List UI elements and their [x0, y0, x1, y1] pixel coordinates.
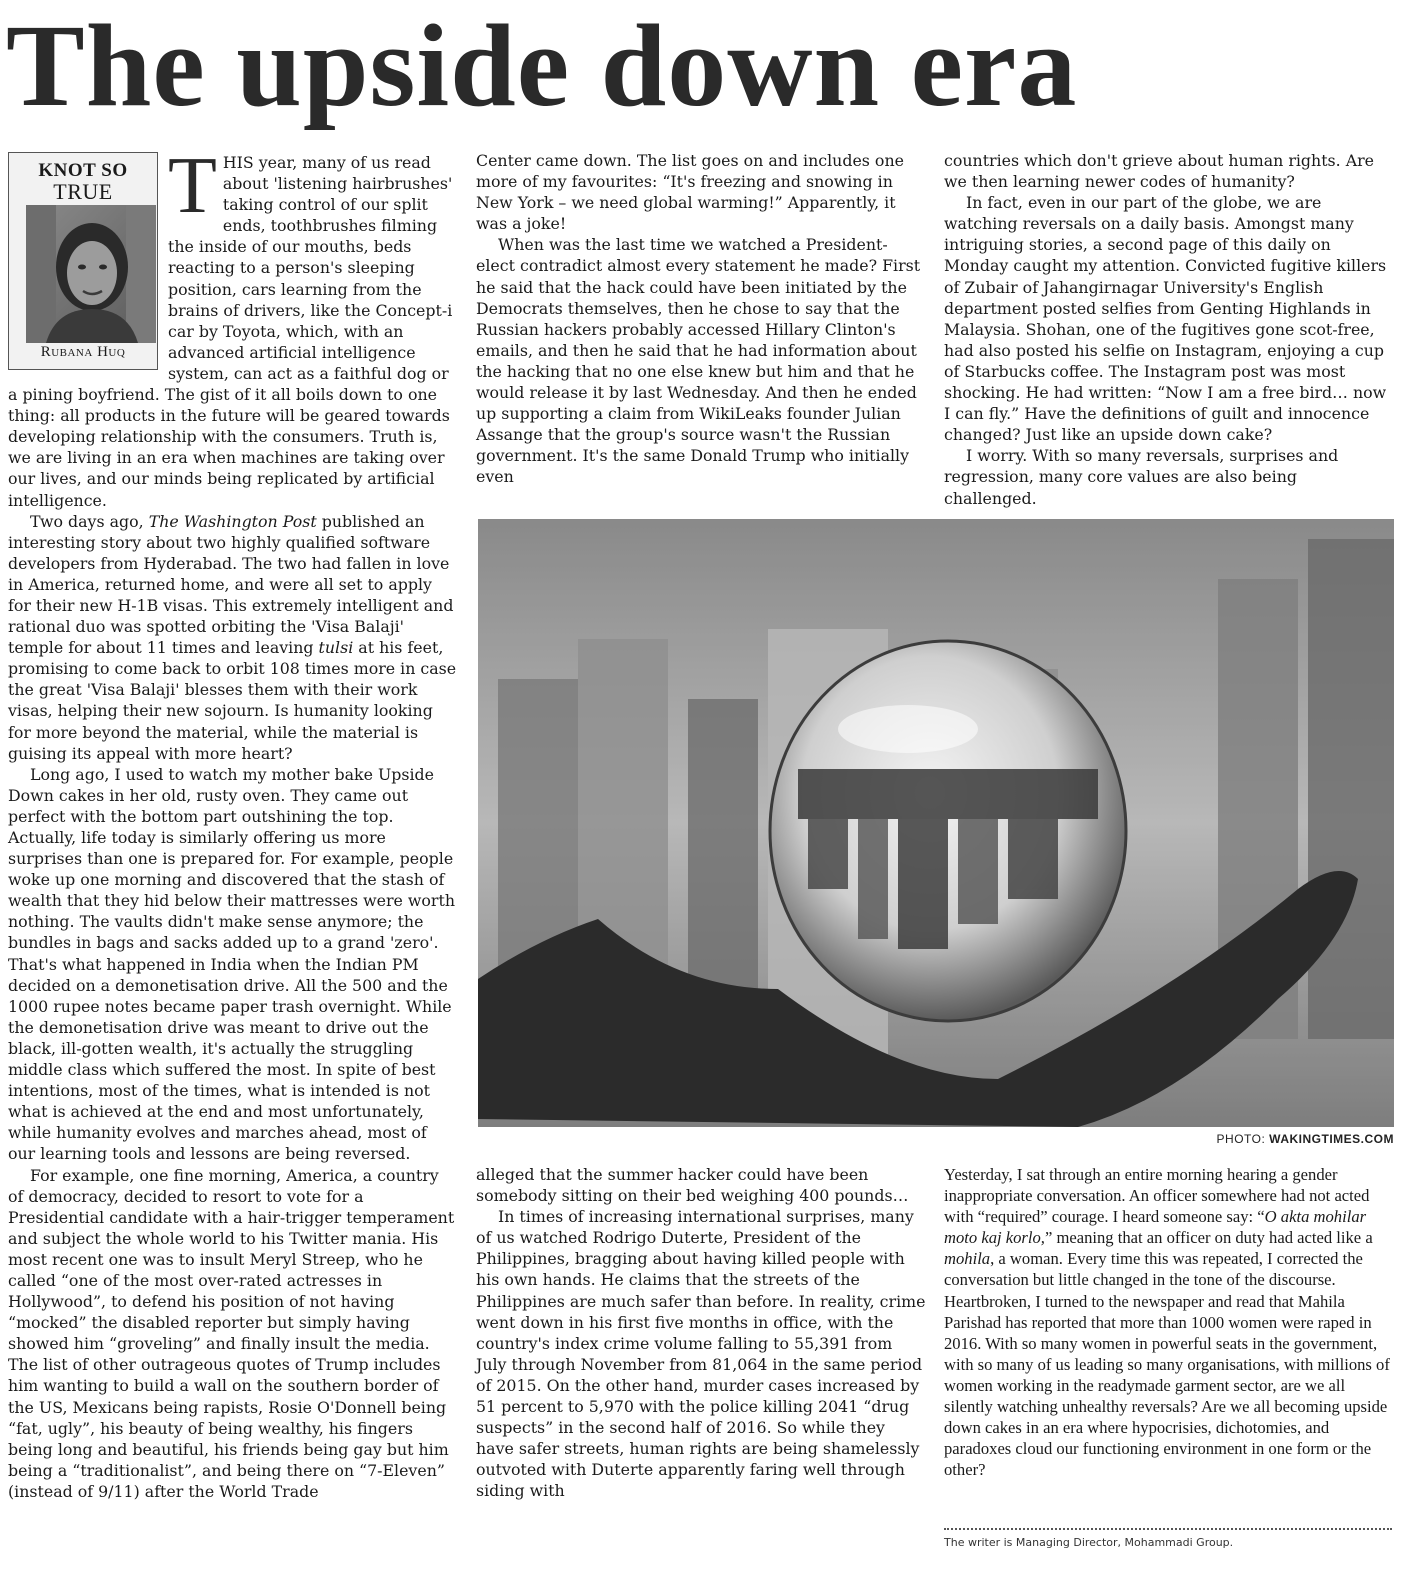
col2-bottom-paragraph-1: alleged that the summer hacker could have been somebody sitting on their bed weighing 400 pounds…	[476, 1165, 909, 1206]
col1-paragraph-2: Two days ago, The Washington Post published an interesting story about two highly qualified software developers from Hyderabad. The two had fallen in love in America, returned home, and were all set to apply for their new H-1B visas. This extremely intelligent and rational duo was spotted orbiting the 'Visa Balaji' temple for about 11 times and leaving tulsi at his feet, promising to come back to orbit 108 times more in case the great 'Visa Balaji' blesses them with their work visas, helping their new sojourn. Is humanity looking for more beyond the material, while the material is guising its appeal with more heart?	[8, 511, 457, 763]
col3-top-paragraph-1: countries which don't grieve about human rights. Are we then learning newer codes of humanity?	[944, 151, 1375, 192]
col1-paragraph-1: HIS year, many of us read about 'listening hairbrushes' taking control of our split ends, toothbrushes filming the inside of our mouths, beds reacting to a person's sleeping position, cars learning from the brains of drivers, like the Concept-i car by Toyota, which, with an advanced artificial intelligence system, can act as a faithful dog or a pining boyfriend. The gist of it all boils down to one thing: all products in the future will be geared towards developing relationship with the consumers. Truth is, we are living in an era when machines are taking over our lives, and our minds being replicated by artificial intelligence.	[8, 153, 453, 510]
col2-top-paragraph-2: When was the last time we watched a President-elect contradict almost every statement he made? First he said that the hack could have been initiated by the Democrats themselves, then he chose to say that the Russian hackers probably accessed Hillary Clinton's emails, and then he said that he had information about the hacking that no one else knew but him and that he would release it by last Wednesday. And then he ended up supporting a claim from WikiLeaks founder Julian Assange that the group's source wasn't the Russian government. It's the same Donald Trump who initially even	[476, 235, 921, 487]
col2-bottom-paragraph-2: In times of increasing international surprises, many of us watched Rodrigo Duterte, President of the Philippines, bragging about having killed people with his own hands. He claims that the streets of the Philippines are much safer than before. In reality, crime went down in his first five months in office, with the country's index crime volume falling to 55,391 from July through November from 81,064 in the same period of 2015. On the other hand, murder cases increased by 51 percent to 5,970 with the police killing 2041 “drug suspects” in the second half of 2016. So while they have safer streets, human rights are being shamelessly outvoted with Duterte apparently faring well through siding with	[476, 1207, 926, 1501]
author-byline: Rubana Huq	[40, 343, 126, 360]
column-kicker-line1: KNOT SO	[38, 160, 128, 181]
column-2-bottom	[476, 1164, 926, 1502]
drop-cap: T	[168, 142, 217, 230]
column-1	[8, 142, 458, 1502]
article-photo	[478, 519, 1394, 1127]
col3-top-paragraph-3: I worry. With so many reversals, surprises and regression, many core values are also being challenged.	[944, 446, 1339, 508]
footer-divider	[944, 1528, 1392, 1530]
column-box	[8, 152, 158, 370]
col2-top-paragraph-1: Center came down. The list goes on and includes one more of my favourites: “It's freezing and snowing in New York – we need global warming!” Apparently, it was a joke!	[476, 151, 904, 234]
col1-paragraph-3: Long ago, I used to watch my mother bake Upside Down cakes in her old, rusty oven. They came out perfect with the bottom part outshining the top. Actually, life today is similarly offering us more surprises than one is prepared for. For example, people woke up one morning and discovered that the stash of wealth that they hid below their mattresses were worth nothing. The vaults didn't make sense anymore; the bundles in bags and sacks added up to a grand 'zero'. That's what happened in India when the Indian PM decided on a demonetisation drive. All the 500 and the 1000 rupee notes became paper trash overnight. While the demonetisation drive was meant to drive out the black, ill-gotten wealth, it's actually the struggling middle class which suffered the most. In spite of best intentions, most of the times, what is intended is not what is achieved at the end and most unfortunately, while humanity evolves and marches ahead, most of our learning tools and lessons are being reversed.	[8, 764, 456, 1164]
headline: The upside down era	[6, 0, 1078, 131]
writer-note: The writer is Managing Director, Mohammadi Group.	[944, 1536, 1234, 1549]
col3-bottom-paragraph-1: Yesterday, I sat through an entire morning hearing a gender inappropriate conversation. An officer somewhere had not acted with “required” courage. I heard someone say: “O akta mohilar moto kaj korlo,” meaning that an officer on duty had acted like a mohila, a woman. Every time this was repeated, I corrected the conversation but little changed in the tone of the discourse. Heartbroken, I turned to the newspaper and read that Mahila Parishad has reported that more than 1000 women were raped in 2016. With so many women in powerful seats in the government, with so many of us leading so many organisations, with millions of women working in the readymade garment sector, are we all silently watching unhealthy reversals? Are we all becoming upside down cakes in an era where hypocrisies, dichotomies, and paradoxes cloud our functioning environment in one form or the other?	[944, 1165, 1390, 1480]
column-kicker-line2: TRUE	[53, 179, 113, 204]
column-2-top	[476, 150, 926, 488]
col1-paragraph-4: For example, one fine morning, America, a country of democracy, decided to resort to vote for a Presidential candidate with a hair-trigger temperament and subject the whole world to his Twitter mania. His most recent one was to insult Meryl Streep, who he called “one of the most over-rated actresses in Hollywood”, to defend his position of not having “mocked” the disabled reporter but simply having showed him “groveling” and finally insult the media. The list of other outrageous quotes of Trump includes him wanting to build a wall on the southern border of the US, Mexicans being rapists, Rosie O'Donnell being “fat, ugly”, his beauty of being wealthy, his fingers being long and beautiful, his friends being gay but him being a “traditionalist”, and being there on “7-Eleven” (instead of 9/11) after the World Trade	[8, 1165, 455, 1501]
author-portrait	[26, 205, 156, 343]
col3-top-paragraph-2: In fact, even in our part of the globe, we are watching reversals on a daily basis. Amongst many intriguing stories, a second page of this daily on Monday caught my attention. Convicted fugitive killers of Zubair of Jahangirnagar University's English department posted selfies from Genting Highlands in Malaysia. Shohan, one of the fugitives gone scot-free, had also posted his selfie on Instagram, enjoying a cup of Starbucks coffee. The Instagram post was most shocking. He had written: “Now I am a free bird… now I can fly.” Have the definitions of guilt and innocence changed? Just like an upside down cake?	[944, 193, 1387, 445]
photo-credit: PHOTO: WAKINGTIMES.COM	[1216, 1132, 1394, 1146]
column-3-bottom	[944, 1164, 1392, 1480]
column-3-top	[944, 150, 1392, 509]
